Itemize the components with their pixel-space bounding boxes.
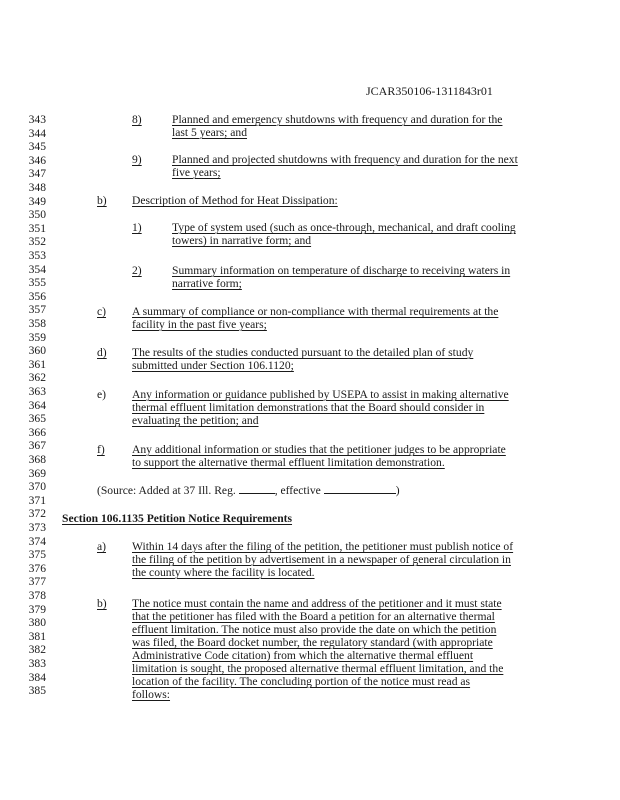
line-number: 371 [28, 493, 46, 507]
line-number: 376 [28, 561, 46, 575]
section-a-text: the county where the facility is located. [132, 566, 315, 579]
section-heading: Section 106.1135 Petition Notice Requirements [62, 512, 293, 525]
section-b-text: limitation is sought, the proposed alternative thermal effluent limitation, and the [132, 662, 504, 675]
item-8-label: 8) [132, 113, 142, 126]
subsection-b-text: Description of Method for Heat Dissipation: [132, 194, 338, 207]
line-number: 373 [28, 521, 46, 534]
item-b2-text: Summary information on temperature of discharge to receiving waters in [172, 264, 511, 277]
section-a-label: a) [97, 540, 107, 553]
blank-line [239, 484, 275, 494]
section-b-text: that the petitioner has filed with the Board a petition for an alternative thermal [132, 610, 495, 623]
line-number: 366 [28, 425, 46, 439]
subsection-c-text: facility in the past five years; [132, 318, 267, 331]
line-number: 385 [28, 684, 46, 698]
line-number: 374 [28, 534, 46, 548]
section-a-text: Within 14 days after the filing of the petition, the petitioner must publish notice of [132, 540, 514, 553]
line-number: 382 [28, 643, 46, 657]
item-8-text: Planned and emergency shutdowns with frequency and duration for the [172, 113, 503, 126]
item-8-text: last 5 years; and [172, 126, 248, 139]
line-number: 370 [28, 480, 46, 494]
document-id: JCAR350106-1311843r01 [366, 84, 493, 98]
subsection-c-label: c) [97, 305, 107, 318]
item-b1-text: towers) in narrative form; and [172, 234, 312, 247]
line-number: 348 [28, 181, 46, 194]
source-text: (Source: Added at 37 Ill. Reg. [97, 484, 239, 497]
line-number: 364 [28, 398, 46, 412]
line-number: 379 [28, 602, 46, 616]
section-b-text: effluent limitation. The notice must also provide the date on which the petition [132, 623, 497, 636]
line-number: 377 [28, 575, 46, 589]
subsection-f-text: to support the alternative thermal effluent limitation demonstration. [132, 456, 445, 469]
line-number: 381 [28, 629, 46, 643]
item-b2-text: narrative form; [172, 277, 242, 290]
line-number: 357 [28, 303, 46, 317]
line-number: 356 [28, 289, 46, 303]
subsection-f-label: f) [97, 443, 105, 456]
subsection-c-text: A summary of compliance or non-compliance with thermal requirements at the [132, 305, 499, 318]
source-note [97, 484, 400, 497]
line-number: 383 [28, 657, 46, 670]
line-number: 349 [28, 194, 46, 208]
item-b2-label: 2) [132, 264, 142, 277]
line-number: 375 [28, 548, 46, 562]
line-number: 347 [28, 167, 46, 181]
subsection-b-label: b) [97, 194, 107, 207]
line-number: 344 [28, 126, 46, 140]
section-b-label: b) [97, 597, 107, 610]
line-number: 372 [28, 507, 46, 521]
subsection-d-label: d) [97, 346, 107, 359]
subsection-e-text: evaluating the petition; and [132, 414, 259, 427]
line-number: 368 [28, 453, 46, 466]
line-number: 378 [28, 589, 46, 602]
line-number: 362 [28, 371, 46, 385]
item-b1-label: 1) [132, 221, 142, 234]
section-b-text: was filed, the Board docket number, the regulatory standard (with appropriate [132, 636, 493, 649]
line-number: 352 [28, 235, 46, 249]
subsection-f-text: Any additional information or studies that the petitioner judges to be appropriate [132, 443, 506, 456]
line-number: 345 [28, 140, 46, 154]
line-number: 367 [28, 439, 46, 453]
source-text: , effective [274, 484, 324, 497]
subsection-d-text: submitted under Section 106.1120; [132, 359, 294, 372]
section-b-text: follows: [132, 688, 171, 701]
subsection-d-text: The results of the studies conducted pursuant to the detailed plan of study [132, 346, 474, 359]
line-number: 360 [28, 344, 46, 358]
section-b-text: The notice must contain the name and address of the petitioner and it must state [132, 597, 502, 610]
line-number: 380 [28, 616, 46, 630]
line-number: 384 [28, 670, 46, 684]
line-number: 354 [28, 262, 46, 276]
item-b1-text: Type of system used (such as once-through, mechanical, and draft cooling [172, 221, 516, 234]
section-a-text: the filing of the petition by advertisement in a newspaper of general circulation in [132, 553, 511, 566]
section-b-text: location of the facility. The concluding portion of the notice must read as [132, 675, 471, 688]
line-number: 350 [28, 208, 46, 222]
item-9-text: five years; [172, 166, 221, 179]
line-number: 358 [28, 317, 46, 330]
line-number: 351 [28, 221, 46, 235]
subsection-e-text: Any information or guidance published by USEPA to assist in making alternative [132, 388, 509, 401]
line-number: 369 [28, 466, 46, 480]
source-text: ) [395, 484, 400, 497]
line-number: 346 [28, 153, 46, 167]
blank-line [324, 484, 396, 494]
line-number: 353 [28, 249, 46, 262]
line-number: 361 [28, 357, 46, 371]
line-number: 359 [28, 330, 46, 344]
section-b-text: Administrative Code citation) from which the alternative thermal effluent [132, 649, 474, 662]
item-9-label: 9) [132, 153, 142, 166]
item-9-text: Planned and projected shutdowns with frequency and duration for the next [172, 153, 518, 166]
line-number: 355 [28, 276, 46, 290]
line-number: 343 [28, 113, 46, 126]
line-number: 363 [28, 385, 46, 398]
subsection-e-text: thermal effluent limitation demonstrations that the Board should consider in [132, 401, 485, 414]
line-number: 365 [28, 412, 46, 426]
subsection-e-label: e) [97, 388, 107, 401]
